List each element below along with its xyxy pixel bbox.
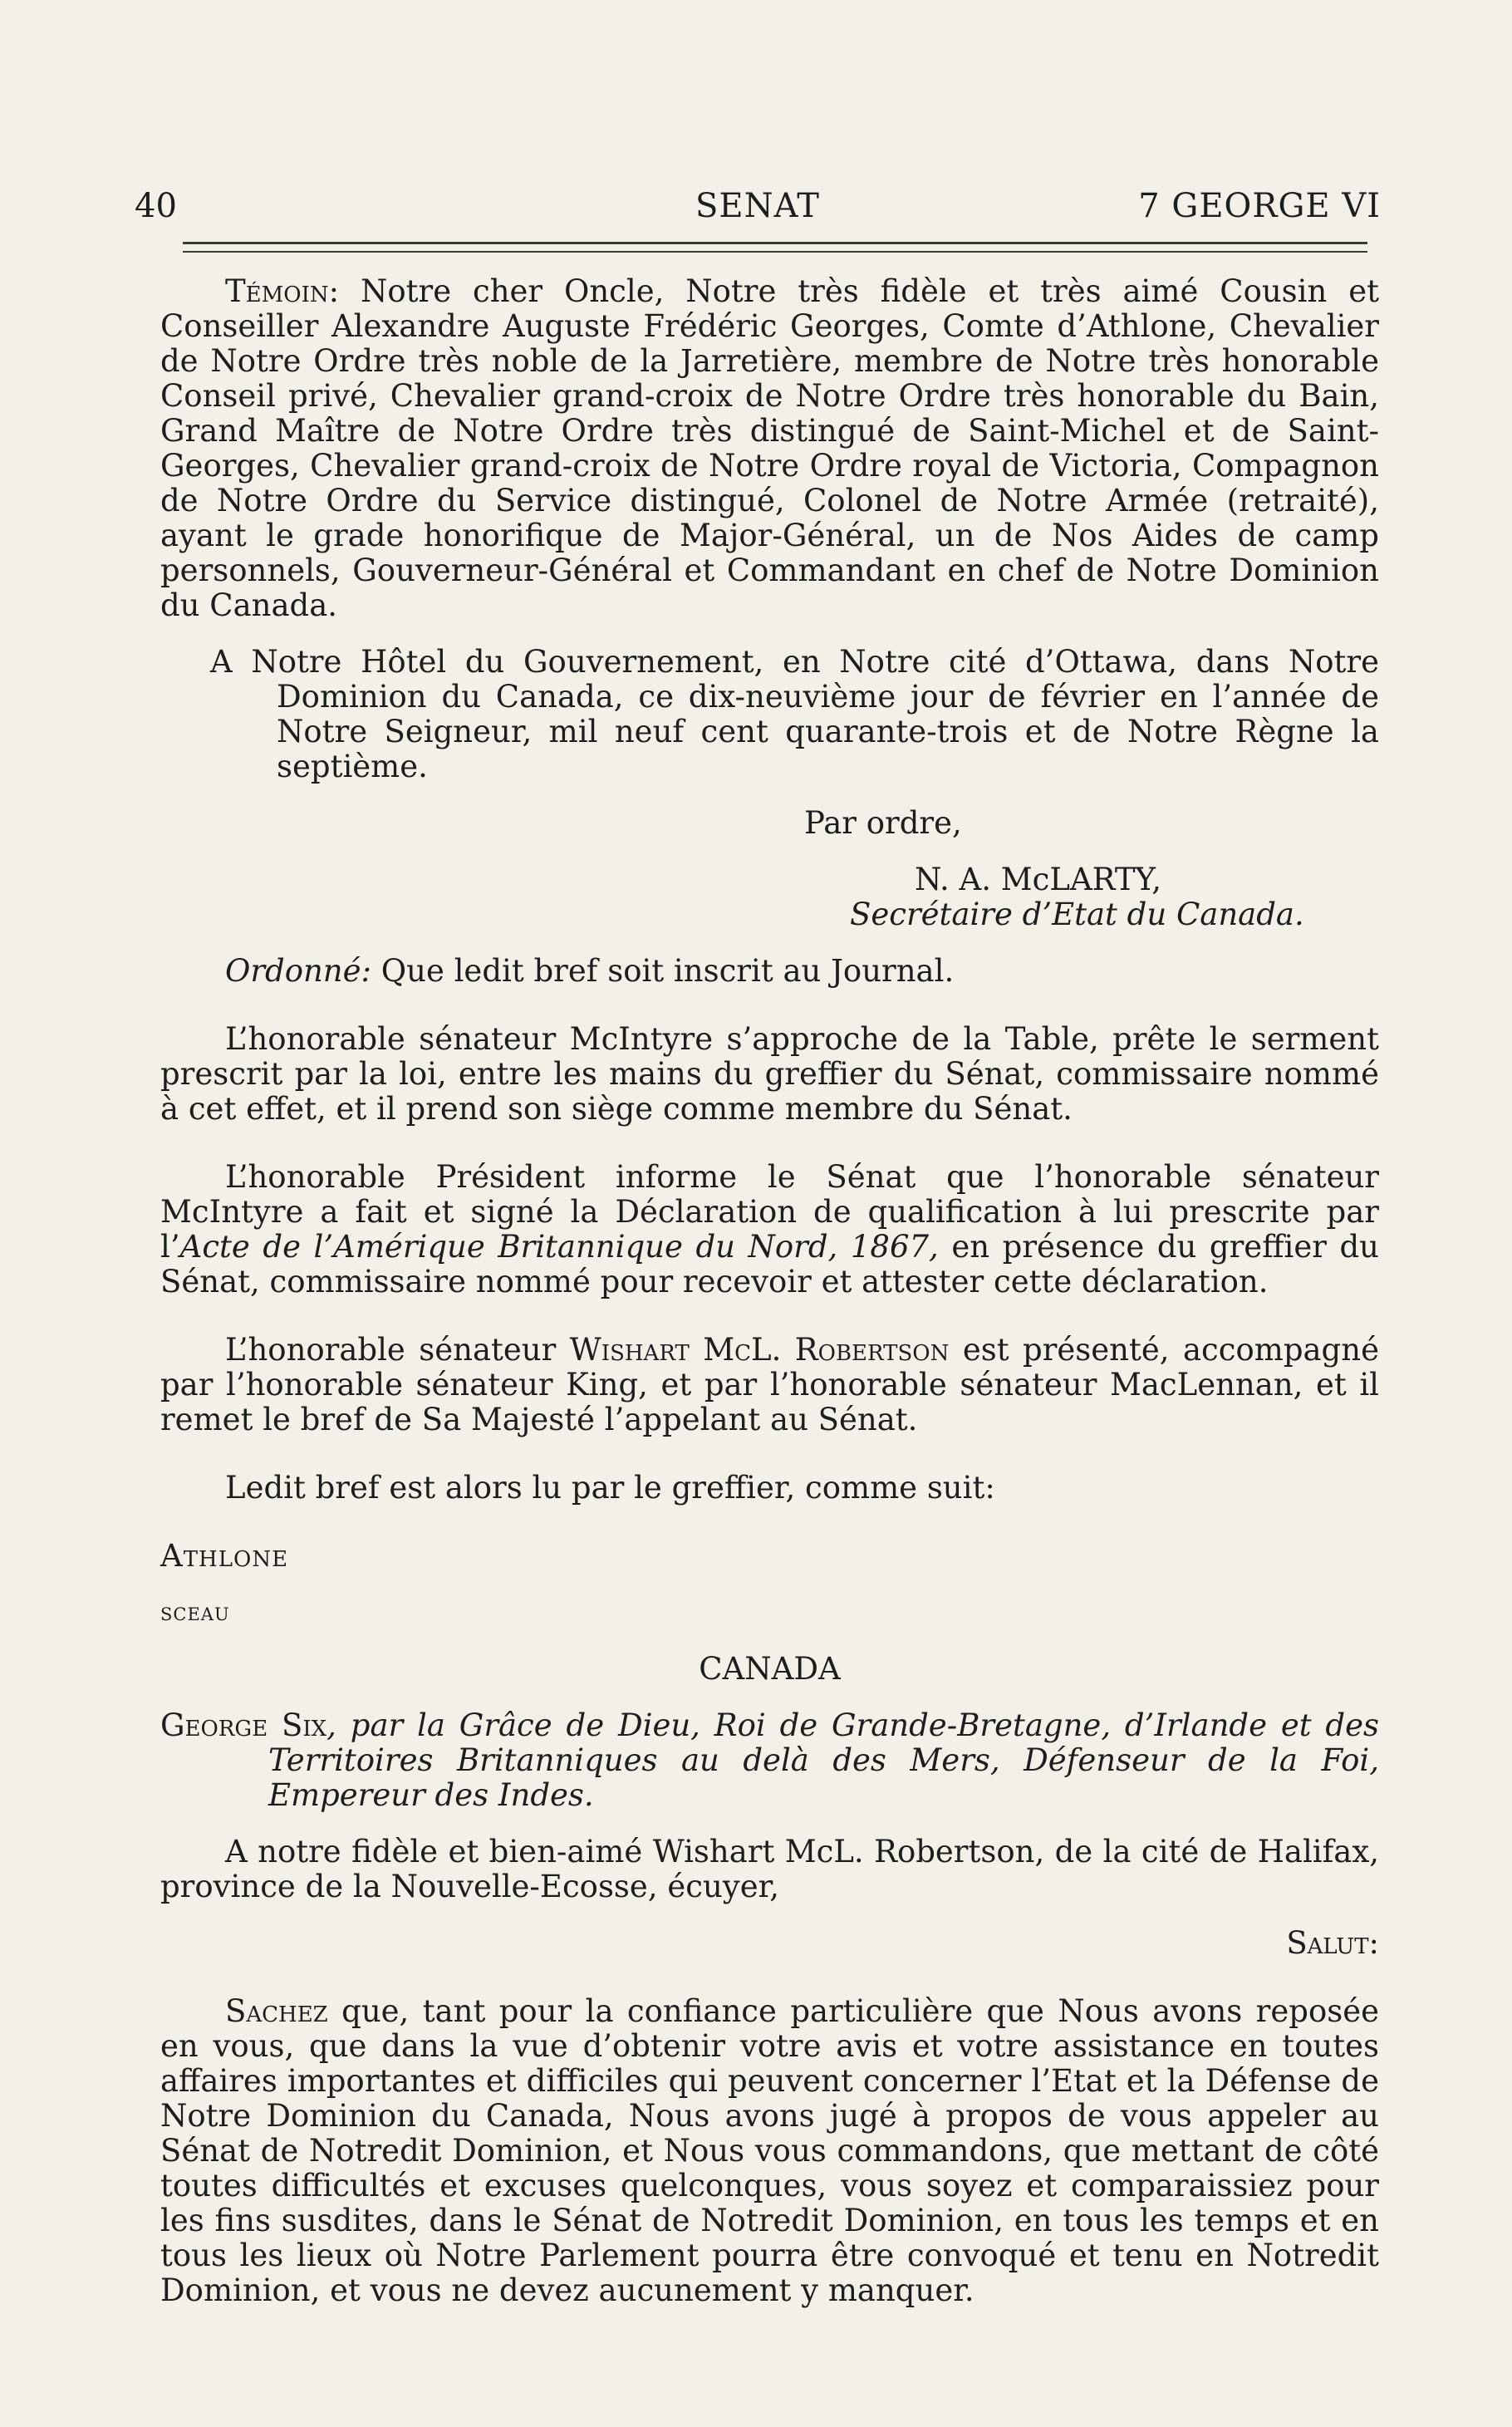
- king-name: George Six: [160, 1707, 327, 1743]
- given-at-paragraph: A Notre Hôtel du Gouvernement, en Notre cité d’Ottawa, dans Notre Dominion du Canada, ce dix-neuvième jour de février en l’année de Notre Seigneur, mil neuf cent quarante-trois et de Notre Règne la septième.: [210, 644, 1379, 784]
- sachez-text: que, tant pour la confiance particulière que Nous avons reposée en vous, que dans la vue d’obtenir votre avis et votre assistance en toutes affaires importantes et difficiles qui peuvent concerner l’Etat et la Défense de Notre Dominion du Canada, Nous avons jugé à propos de vous appeler au Sénat de Notredit Dominion, et Nous vous commandons, que mettant de côté toutes difficultés et excuses quelconques, vous soyez et comparaissiez pour les fins susdites, dans le Sénat de Notredit Dominion, en tous les temps et en tous les lieux où Notre Parlement pourra être convoqué et tenu en Notredit Dominion, et vous ne devez aucunement y manquer.: [160, 1993, 1379, 2308]
- canada-heading: CANADA: [699, 1651, 841, 1687]
- par-ordre: Par ordre,: [804, 805, 962, 841]
- temoin-text: : Notre cher Oncle, Notre très fidèle et très aimé Cousin et Conseiller Alexandre Auguste Frédéric Georges, Comte d’Athlone, Chevalier de Notre Ordre très noble de la Jarretière, membre de Notre très honorable Conseil privé, Chevalier grand-croix de Notre Ordre très honorable du Bain, Grand Maître de Notre Ordre très distingué de Saint-Michel et de Saint-Georges, Chevalier grand-croix de Notre Ordre royal de Victoria, Compagnon de Notre Ordre du Service distingué, Colonel de Notre Armée (retraité), ayant le grade honorifique de Major-Général, un de Nos Aides de camp personnels, Gouverneur-Général et Commandant en chef de Notre Dominion du Canada.: [160, 273, 1379, 623]
- robertson-name: Wishart McL. Robertson: [569, 1332, 950, 1368]
- robertson-text-2: est présenté, accompagné par l’honorable sénateur King, et par l’honorable sénateur MacLennan, et il remet le bref de Sa Majesté l’appelant au Sénat.: [160, 1332, 1379, 1437]
- salut-label: Salut:: [1286, 1925, 1379, 1961]
- signatory-name: N. A. McLARTY,: [915, 862, 1161, 897]
- sceau-label: sceau: [160, 1598, 230, 1627]
- king-titles: , par la Grâce de Dieu, Roi de Grande-Bretagne, d’Irlande et des Territoires Britanniques au delà des Mers, Défenseur de la Foi, Empereur des Indes.: [268, 1707, 1379, 1813]
- declaration-text-2: en présence du greffier du Sénat, commissaire nommé pour recevoir et attester cette déclaration.: [160, 1229, 1379, 1299]
- athlone-label: Athlone: [160, 1538, 289, 1574]
- ordonne-paragraph: [160, 954, 1379, 989]
- signatory-title: Secrétaire d’Etat du Canada.: [850, 897, 1304, 932]
- ordonne-label: Ordonné:: [225, 953, 372, 989]
- declaration-paragraph: [160, 1160, 1379, 1299]
- page-running-title: SENAT: [695, 187, 820, 225]
- temoin-paragraph: [160, 274, 1379, 623]
- read-paragraph: Ledit bref est alors lu par le greffier, comme suit:: [225, 1470, 995, 1506]
- page-header: [135, 181, 1381, 231]
- declaration-act: Acte de l’Amérique Britannique du Nord, 1867,: [179, 1229, 939, 1265]
- regnal-year: 7 GEORGE VI: [1138, 187, 1381, 225]
- page-number: 40: [135, 187, 177, 225]
- temoin-label: Témoin: [225, 273, 329, 309]
- document-body: [160, 274, 1379, 2308]
- header-rule-bottom: [183, 251, 1367, 253]
- header-rule-top: [183, 242, 1367, 244]
- sachez-paragraph: [160, 1994, 1379, 2308]
- declaration-text-1: L’honorable Président informe le Sénat que l’honorable sénateur McIntyre a fait et signé la Déclaration de qualification à lui prescrite par l’: [160, 1159, 1379, 1265]
- ordonne-text: Que ledit bref soit inscrit au Journal.: [371, 953, 955, 989]
- mcintyre-oath-paragraph: L’honorable sénateur McIntyre s’approche de la Table, prête le serment prescrit par la loi, entre les mains du greffier du Sénat, commissaire nommé à cet effet, et il prend son siège comme membre du Sénat.: [160, 1021, 1379, 1127]
- robertson-paragraph: [160, 1333, 1379, 1437]
- robertson-text-1: L’honorable sénateur: [225, 1332, 570, 1368]
- sachez-label: Sachez: [225, 1993, 328, 2029]
- address-paragraph: A notre fidèle et bien-aimé Wishart McL. Robertson, de la cité de Halifax, province de la Nouvelle-Ecosse, écuyer,: [160, 1834, 1379, 1904]
- king-titles-paragraph: [160, 1708, 1379, 1813]
